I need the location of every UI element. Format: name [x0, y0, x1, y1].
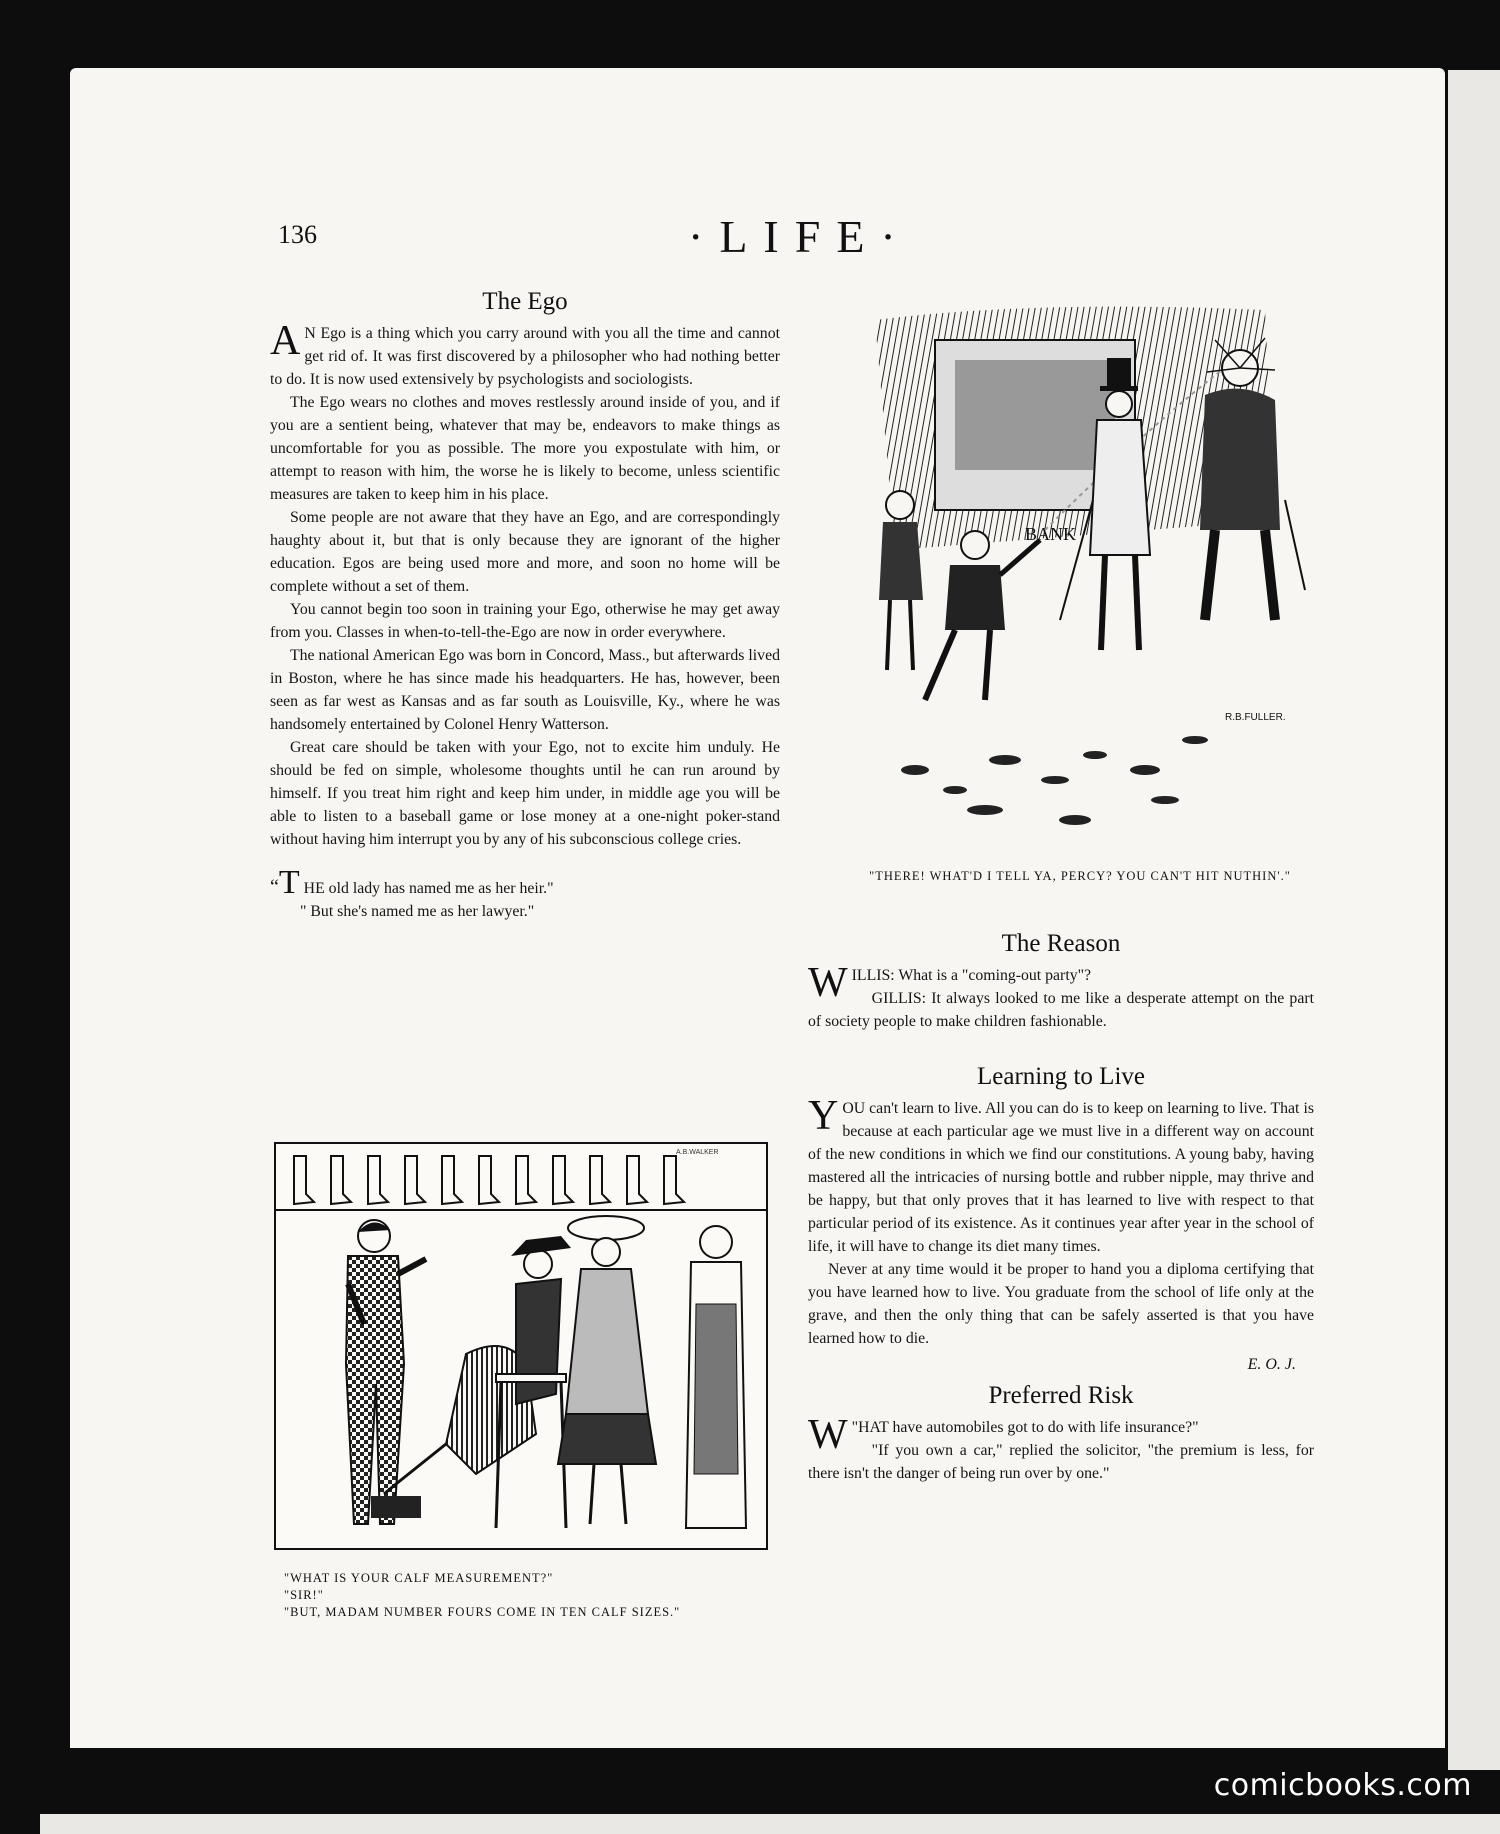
drop-cap: Y — [808, 1093, 839, 1139]
article-the-ego — [270, 288, 780, 851]
left-column — [270, 288, 780, 923]
bottom-page-edge — [40, 1814, 1500, 1834]
paragraph: GILLIS: It always looked to me like a desperate attempt on the part of society people to make children fashionable. — [808, 990, 1314, 1030]
paragraph: "If you own a car," replied the solicitor, "the premium is less, for there isn't the danger of being run over by one." — [808, 1442, 1314, 1482]
masthead: ·LIFE· — [688, 211, 912, 262]
author-initials: E. O. J. — [1247, 1356, 1296, 1373]
paragraph: Great care should be taken with your Ego, not to excite him unduly. He should be fed on simple, wholesome thoughts until he can run around by himself. If you treat him right and keep him under, in middle age you will be able to listen to a baseball game or lose money at a one-night poker-stand without having him interrupt you by any of his subconscious college cries. — [270, 739, 780, 848]
drop-cap: W — [808, 1412, 848, 1458]
paragraph: YOU can't learn to live. All you can do is to keep on learning to live. That is because at each particular age we must live in a different way on account of the new conditions in which we find our constitutions. A young baby, having mastered all the intricacies of nursing bottle and rubber nipple, may thrive and be happy, but that only proves that it has learned to live with respect to that particular period of its existence. As it continues year after year in the school of life, it will have to change its diet many times. — [808, 1093, 1314, 1255]
cartoon-shoe-store — [274, 1142, 768, 1550]
cartoon-caption-shoes — [284, 1570, 784, 1621]
caption-line: "WHAT IS YOUR CALF MEASUREMENT?" — [284, 1571, 554, 1585]
paragraph: The national American Ego was born in Concord, Mass., but afterwards lived in Boston, where he has since made his headquarters. He has, however, been seen as far west as Kansas and as far south as Louisville, Ky., where he was handsomely entertained by Colonel Henry Watterson. — [270, 647, 780, 733]
caption-line: "BUT, MADAM NUMBER FOURS COME IN TEN CALF SIZES." — [284, 1605, 681, 1619]
joke-line: “T HE old lady has named me as her heir." — [270, 864, 554, 901]
article-learning-to-live — [808, 1063, 1314, 1374]
page-number: 136 — [278, 220, 317, 249]
right-column — [808, 930, 1314, 1485]
site-watermark: comicbooks.com — [1213, 1768, 1472, 1803]
bank-sign: BANK — [1025, 524, 1077, 544]
cartoon-illustration — [276, 1144, 766, 1548]
facing-page-edge — [1448, 70, 1500, 1770]
article-the-reason — [808, 930, 1314, 1033]
article-title: The Reason — [1001, 930, 1121, 957]
article-title: Preferred Risk — [988, 1382, 1134, 1409]
paragraph: WILLIS: What is a "coming-out party"? — [808, 960, 1092, 1006]
artist-signature: A.B.WALKER — [676, 1149, 719, 1156]
article-preferred-risk — [808, 1382, 1314, 1485]
drop-cap: T — [278, 864, 300, 901]
paragraph: The Ego wears no clothes and moves restlessly around inside of you, and if you are a sentient being, whatever that may be, endeavors to make things as uncomfortable for you as possible. The more you expostulate with him, or attempt to reason with him, the worse he is likely to become, unless scientific measures are taken to keep him in his place. — [270, 394, 780, 503]
cartoon-illustration — [835, 300, 1325, 845]
paragraph: You cannot begin too soon in training your Ego, otherwise he may get away from you. Classes in when-to-tell-the-Ego are now in order everywhere. — [270, 601, 780, 641]
joke-line: " But she's named me as her lawyer." — [300, 903, 535, 920]
paragraph: Some people are not aware that they have an Ego, and are correspondingly haughty about it, but that is only because they are ignorant of the higher education. Egos are being used more and more, and soon no home will be complete without a set of them. — [270, 509, 780, 595]
paragraph: A N Ego is a thing which you carry around with you all the time and cannot get rid of. It was first discovered by a philosopher who had nothing better to do. It is now used extensively by psychologists and sociologists. — [270, 318, 780, 388]
paragraph: " W HAT have automobiles got to do with life insurance?" — [808, 1412, 1199, 1458]
artist-signature: R.B.FULLER. — [1225, 712, 1286, 723]
page-header — [278, 210, 1368, 270]
paragraph: Never at any time would it be proper to hand you a diploma certifying that you have learned how to live. You graduate from the school of life only at the grave, and then the only thing that can be safely asserted is that you have learned how to die. — [808, 1261, 1314, 1347]
heir-joke — [270, 864, 780, 923]
drop-cap: A — [270, 318, 301, 364]
drop-cap: W — [808, 960, 848, 1006]
article-title: The Ego — [482, 288, 568, 315]
cartoon-caption-snowball — [840, 868, 1320, 885]
caption-line: "SIR!" — [284, 1588, 324, 1602]
cartoon-snowball — [835, 300, 1325, 845]
article-title: Learning to Live — [977, 1063, 1145, 1090]
caption-line: "THERE! WHAT'D I TELL YA, PERCY? YOU CAN'T HIT NUTHIN'." — [869, 869, 1291, 883]
